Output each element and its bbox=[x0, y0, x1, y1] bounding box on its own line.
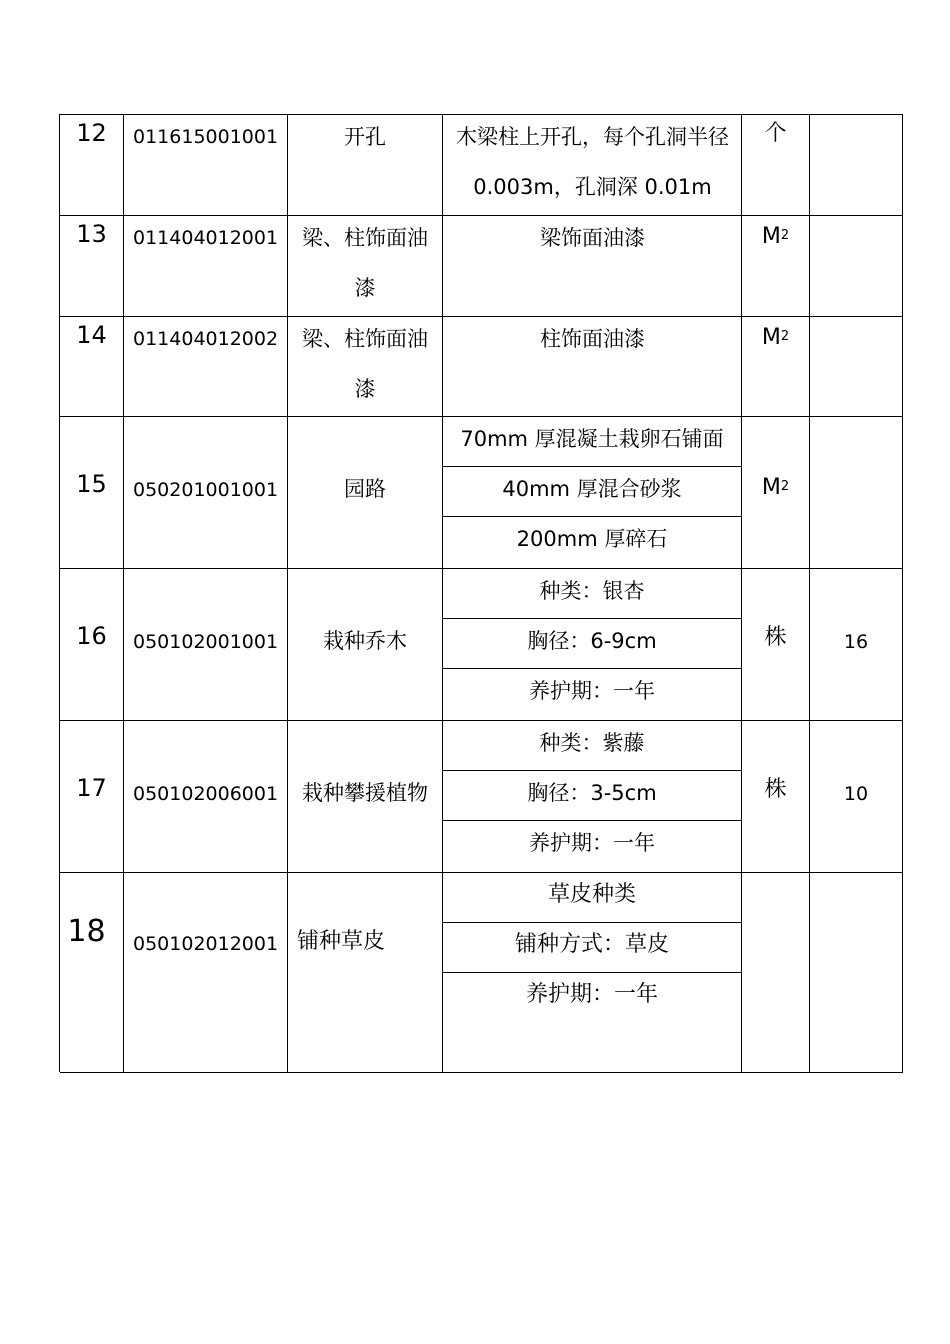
item-name-cell bbox=[288, 569, 443, 720]
item-number-cell bbox=[60, 569, 124, 720]
item-unit: 株 bbox=[764, 777, 787, 802]
item-code: 011404012002 bbox=[133, 328, 279, 350]
item-number: 16 bbox=[76, 622, 107, 650]
item-quantity-cell bbox=[810, 721, 903, 872]
item-unit-cell bbox=[742, 216, 810, 316]
item-code: 050102001001 bbox=[133, 631, 279, 653]
item-description-cell bbox=[443, 115, 742, 215]
item-number-cell bbox=[60, 417, 124, 568]
item-unit: $M^2$ bbox=[761, 224, 790, 249]
item-number-cell bbox=[60, 873, 124, 1072]
item-code-cell bbox=[124, 873, 288, 1072]
item-unit-cell bbox=[742, 417, 810, 568]
item-number-cell bbox=[60, 115, 124, 215]
description-line: 铺种方式：草皮 bbox=[443, 923, 741, 973]
table-row bbox=[60, 115, 903, 216]
item-unit-cell bbox=[742, 317, 810, 416]
item-name: 园路 bbox=[344, 477, 386, 501]
item-unit-cell bbox=[742, 721, 810, 872]
table-row bbox=[60, 317, 903, 417]
item-number: 12 bbox=[76, 119, 107, 147]
item-name-cell bbox=[288, 317, 443, 416]
item-quantity-cell bbox=[810, 417, 903, 568]
table-row bbox=[60, 569, 903, 721]
item-description-cell bbox=[443, 216, 742, 316]
description-line: 养护期：一年 bbox=[525, 982, 658, 1007]
item-number: 14 bbox=[76, 321, 107, 349]
item-name-cell bbox=[288, 873, 443, 1072]
item-code: 050102006001 bbox=[133, 783, 279, 805]
item-unit: 株 bbox=[764, 625, 787, 650]
description-line: 40mm 厚混合砂浆 bbox=[443, 467, 741, 517]
item-code-cell bbox=[124, 417, 288, 568]
item-name-cell bbox=[288, 216, 443, 316]
item-description: 木梁柱上开孔，每个孔洞半径0.003m，孔洞深 0.01m bbox=[456, 125, 729, 199]
description-line: 种类：银杏 bbox=[443, 569, 741, 619]
item-code: 011404012001 bbox=[133, 227, 279, 249]
item-quantity: 16 bbox=[843, 631, 869, 653]
item-code: 011615001001 bbox=[133, 126, 279, 148]
description-line: 养护期：一年 bbox=[529, 679, 655, 703]
description-line: 70mm 厚混凝土栽卵石铺面 bbox=[443, 417, 741, 467]
item-description-cell bbox=[443, 569, 742, 720]
item-unit-cell bbox=[742, 115, 810, 215]
table-row bbox=[60, 417, 903, 569]
table-row bbox=[60, 721, 903, 873]
item-quantity-cell bbox=[810, 569, 903, 720]
item-quantity-cell bbox=[810, 216, 903, 316]
item-name-cell bbox=[288, 721, 443, 872]
item-quantity-cell bbox=[810, 873, 903, 1072]
item-code: 050201001001 bbox=[133, 479, 279, 501]
description-line: 胸径：3-5cm bbox=[443, 771, 741, 821]
item-quantity-cell bbox=[810, 317, 903, 416]
item-name-cell bbox=[288, 417, 443, 568]
table-row bbox=[60, 873, 903, 1073]
item-code-cell bbox=[124, 216, 288, 316]
item-name: 梁、柱饰面油漆 bbox=[302, 327, 428, 401]
item-number-cell bbox=[60, 317, 124, 416]
item-quantity: 10 bbox=[843, 783, 869, 805]
table-row bbox=[60, 216, 903, 317]
item-unit: $M^2$ bbox=[761, 475, 790, 500]
item-name-cell bbox=[288, 115, 443, 215]
item-name: 栽种乔木 bbox=[323, 629, 407, 653]
item-code-cell bbox=[124, 115, 288, 215]
item-name: 开孔 bbox=[344, 125, 386, 149]
item-unit-cell bbox=[742, 873, 810, 1072]
bill-of-quantities-table bbox=[59, 114, 902, 1072]
table-right-border bbox=[902, 114, 903, 1072]
item-code: 050102012001 bbox=[133, 933, 279, 955]
item-number: 18 bbox=[67, 914, 106, 949]
item-description: 梁饰面油漆 bbox=[540, 226, 645, 250]
item-number: 13 bbox=[76, 220, 107, 248]
item-number: 17 bbox=[76, 774, 107, 802]
description-line: 养护期：一年 bbox=[529, 831, 655, 855]
item-code-cell bbox=[124, 721, 288, 872]
item-description-cell bbox=[443, 417, 742, 568]
description-line: 草皮种类 bbox=[443, 873, 741, 923]
item-description-cell bbox=[443, 873, 742, 1072]
item-name: 铺种草皮 bbox=[297, 929, 386, 954]
item-unit: 个 bbox=[764, 121, 787, 146]
description-line: 种类：紫藤 bbox=[443, 721, 741, 771]
item-code-cell bbox=[124, 317, 288, 416]
item-name: 栽种攀援植物 bbox=[302, 781, 428, 805]
item-name: 梁、柱饰面油漆 bbox=[302, 226, 428, 300]
item-number-cell bbox=[60, 721, 124, 872]
item-description-cell bbox=[443, 317, 742, 416]
item-unit: $M^2$ bbox=[761, 325, 790, 350]
item-description: 柱饰面油漆 bbox=[540, 327, 645, 351]
description-line: 200mm 厚碎石 bbox=[516, 527, 668, 551]
description-line: 胸径：6-9cm bbox=[443, 619, 741, 669]
item-quantity-cell bbox=[810, 115, 903, 215]
item-number-cell bbox=[60, 216, 124, 316]
item-description-cell bbox=[443, 721, 742, 872]
item-number: 15 bbox=[76, 470, 107, 498]
item-code-cell bbox=[124, 569, 288, 720]
item-unit-cell bbox=[742, 569, 810, 720]
